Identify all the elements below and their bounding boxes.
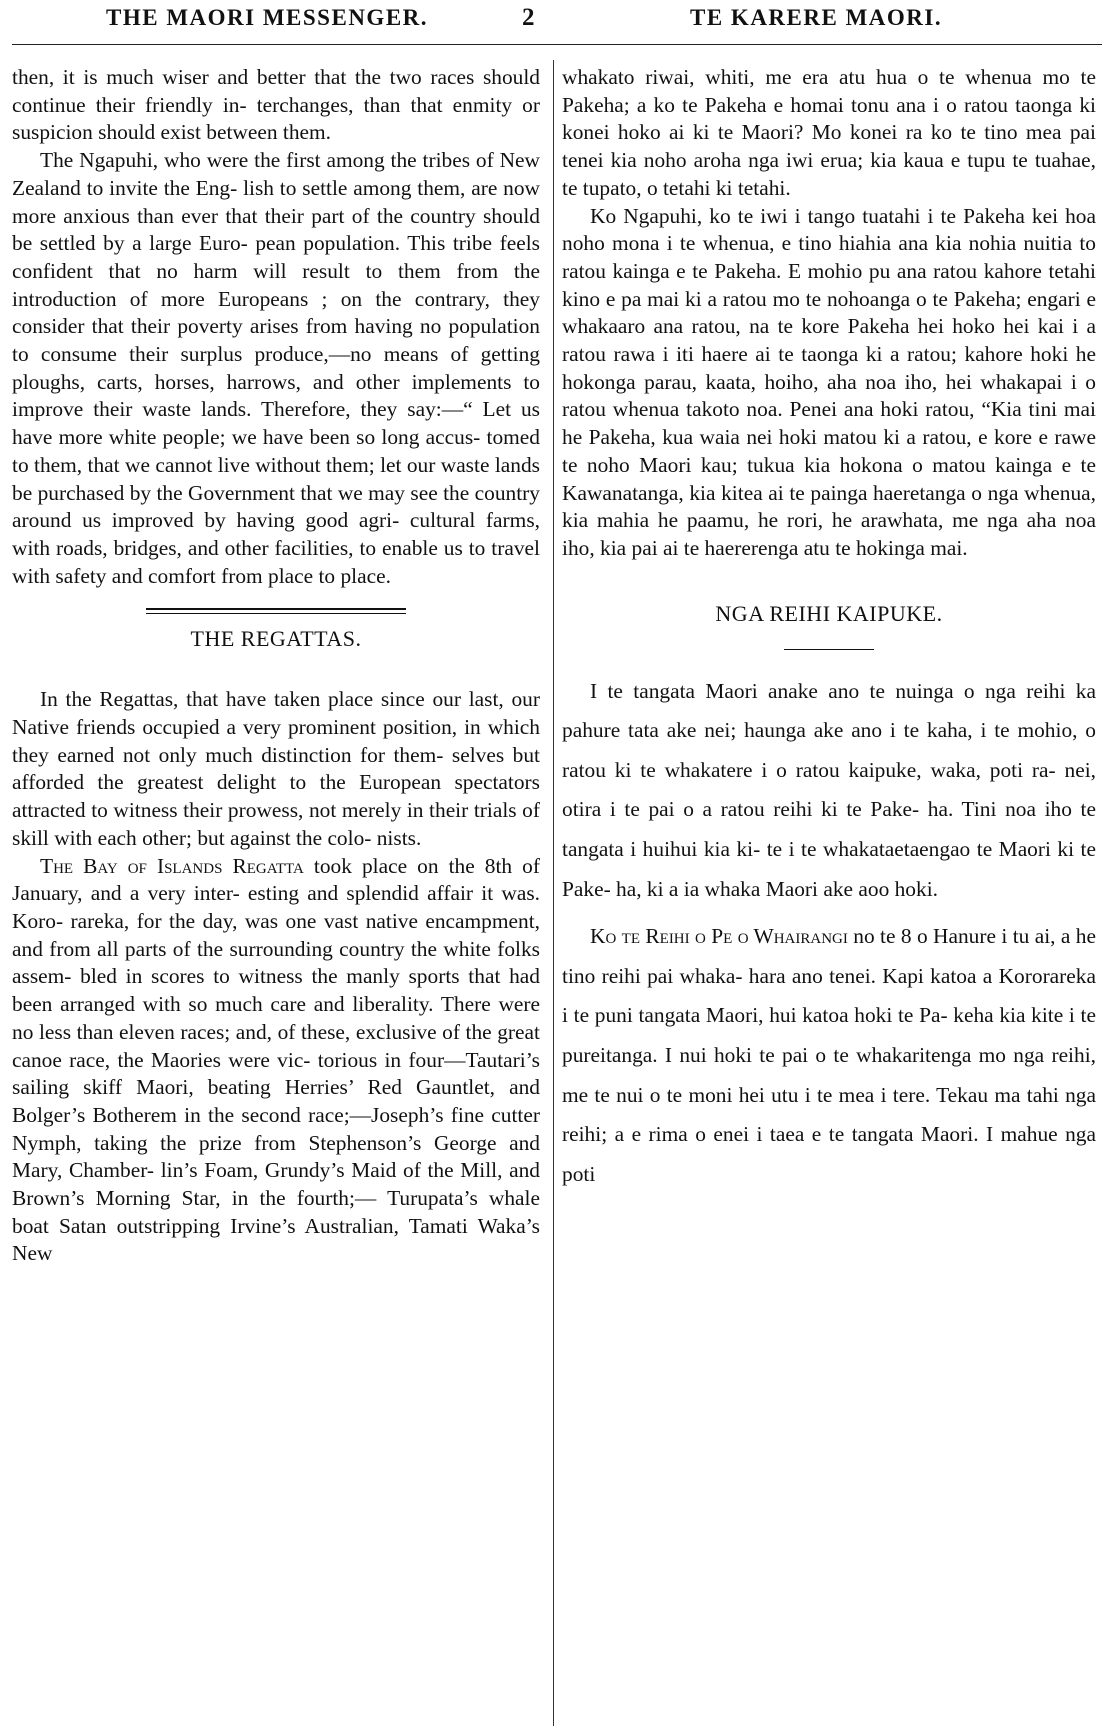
english-paragraph-1: then, it is much wiser and better that the two races should continue their friendly in- terchanges, than that enmity or suspicion should exist between them.: [12, 65, 540, 145]
english-paragraph-4: [12, 853, 540, 1269]
maori-paragraph-1: whakato riwai, whiti, me era atu hua o te whenua mo te Pakeha; a ko te Pakeha e homai tonu ana i o ratou taonga ki konei hoko ai ki te Maori? Mo konei ra ko te tino mea pai tenei kia noho aroha nga iwi erua; kia kaua e tupu te tuahae, te tupato, o tetahi ki tetahi.: [562, 65, 1096, 200]
reihi-name: Ko te Reihi o Pe o Whairangi: [590, 924, 848, 949]
maori-paragraph-2: Ko Ngapuhi, ko te iwi i tango tuatahi i te Pakeha kei hoa noho mona i te whenua, e tino hiahia ana kia nohia nuitia to ratou kainga e te Pakeha. E mohio pu ana ratou kahore tetahi kino e pa mai ki a ratou mo te nohoanga o te Pakeha; engari e whakaaro ana ratou, na te kore Pakeha hei hoko hei kai i a ratou rawa i iti haere ai te taonga ki a ratou; kahore hoki he hokonga parau, kaata, hoiho, aha noa iho, hei whakapai i o ratou whenua takoto noa. Penei ana hoki ratou, “Kia tini mai he Pakeha, kua waia nei hoki matou ki a ratou, e kore e rawe te noho Maori kau; tukua kia hokona o matou kainga e te Kawanatanga, kia kitea ai te painga haeretanga o nga whenua, kia mahia he paamu, he rori, he arawhata, me nga aha noa iho, kia pai ai te haererenga atu te hokinga mai.: [562, 203, 1096, 560]
maori-paragraph-3: I te tangata Maori anake ano te nuinga o nga reihi ka pahure tata ake nei; haunga ake ano i te kaha, i te mohio, o ratou ki te whakatere i o ratou kaipuke, waka, poti ra- nei, otira i te pai o a ratou reihi ki te Pake- ha. Tini noa iho te tangata i huihui kia ki- te i te whakataetaengao te Maori ki te Pake- ha, ki a ia whaka Maori ake aoo hoki.: [562, 678, 1096, 901]
english-paragraph-4-text: took place on the 8th of January, and a very inter- esting and splendid affair it was. Koro- rareka, for the day, was one vast native encampment, and from all parts of the surrounding country the white folks assem- bled in scores to witness the manly sports that had been arranged with so much care and liberality. There were no less than eleven races; and, of these, exclusive of the great canoe race, the Maories were vic- torious in four—Tautari’s sailing skiff Maori, beating Herries’ Red Gauntlet, and Bolger’s Botherem in the second race;—Joseph’s fine cutter Nymph, taking the prize from Stephenson’s George and Mary, Chamber- lin’s Foam, Grundy’s Maid of the Mill, and Brown’s Morning Star, in the fourth;— Turupata’s whale boat Satan outstripping Irvine’s Australian, Tamati Waka’s New: [12, 853, 540, 1266]
maori-paragraph-4: [562, 917, 1096, 1194]
header-title-english: THE MAORI MESSENGER.: [106, 5, 429, 30]
page-header: [0, 0, 1114, 52]
maori-paragraph-4-text: no te 8 o Hanure i tu ai, a he tino reihi pai whaka- hara ano tenei. Kapi katoa a Kororareka i te puni tangata Maori, hui katoa hoki te Pa- keha kia kite i te pureitanga. I nui hoki te pai o te whakaritenga mo nga reihi, me te nui o te moni hei utu i te mea i tere. Tekau ma tahi nga reihi; a e rima o enei i taea e te tangata Maori. I mahue nga poti: [562, 924, 1096, 1186]
column-divider: [553, 60, 554, 1726]
maori-regatta-section: [562, 672, 1096, 1195]
header-title-maori: TE KARERE MAORI.: [690, 5, 943, 30]
header-rule: [12, 44, 1102, 45]
english-paragraph-2: The Ngapuhi, who were the first among the tribes of New Zealand to invite the Eng- lish to settle among them, are now more anxious than ever that their part of the country should be settled by a large Euro- pean population. This tribe feels confident that no harm will result to them from the introduction of more Europeans ; on the contrary, they consider that their poverty arises from having no population to consume their surplus produce,—no means of getting ploughs, carts, horses, harrows, and other implements to improve their waste lands. Therefore, they say:—“ Let us have more white people; we have been so long accus- tomed to them, that we cannot live without them; let our waste lands be purchased by the Government that we may see the country around us improved by having good agri- cultural farms, with roads, bridges, and other facilities, to enable us to travel with safety and comfort from place to place.: [12, 148, 540, 588]
english-column: [12, 64, 540, 1268]
maori-column: [562, 64, 1096, 1194]
section-heading-reihi: NGA REIHI KAIPUKE.: [715, 600, 943, 626]
page-number: 2: [522, 4, 536, 31]
regatta-name: The Bay of Islands Regatta: [40, 853, 304, 878]
section-heading-regattas: THE REGATTAS.: [190, 626, 362, 652]
english-paragraph-3: In the Regattas, that have taken place since our last, our Native friends occupied a very prominent position, in which they earned not only much distinction for them- selves but afforded the greatest delight to the European spectators attracted to witness their prowess, not merely in their trials of skill with each other; but against the colo- nists.: [12, 687, 540, 850]
